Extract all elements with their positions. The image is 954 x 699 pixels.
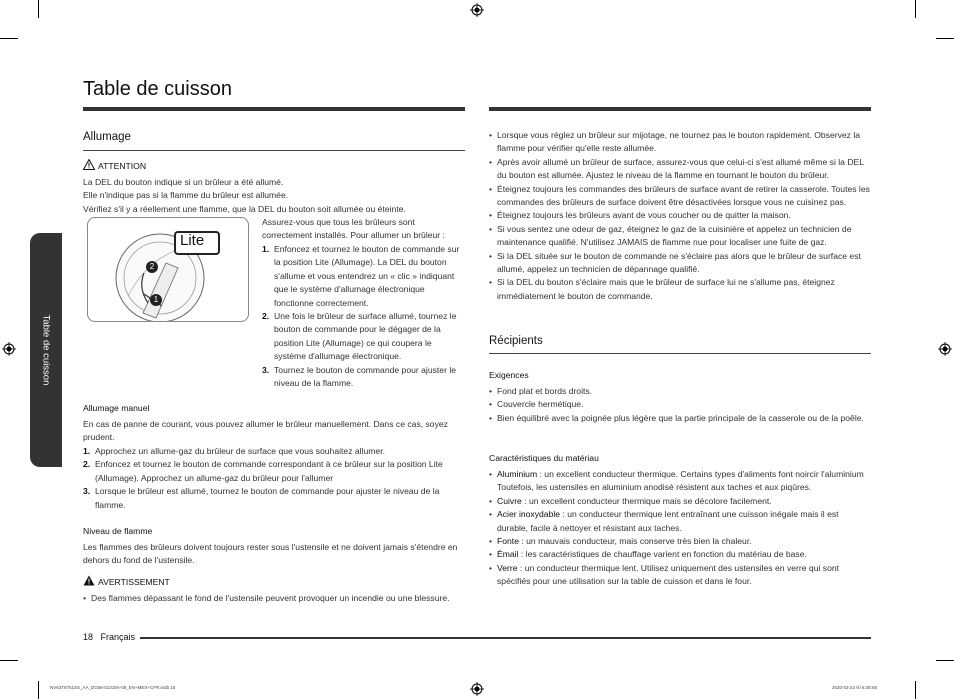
list-item: • Éteignez toujours les brûleurs avant de vous coucher ou de quitter la maison. <box>489 209 873 222</box>
title-rule-left <box>83 107 465 111</box>
step-text: Une fois le brûleur de surface allumé, tournez le bouton de commande pour le dégager de la position Lite (Allumage) ce qui coupera le système d'allumage électronique. <box>274 311 457 362</box>
list-item: • Des flammes dépassant le fond de l'ustensile peuvent provoquer un incendie ou une blessure. <box>83 592 473 605</box>
list-item <box>262 310 462 364</box>
step-text: Lorsque le brûleur est allumé, tournez le bouton de commande pour ajuster le niveau de la flamme. <box>95 486 440 510</box>
exigences-heading: Exigences <box>489 370 529 380</box>
attention-line: Elle n'indique pas si la flamme du brûleur est allumée. <box>83 190 289 201</box>
title-rule-right <box>489 107 871 111</box>
page-footer <box>83 632 135 642</box>
crop-mark <box>936 38 954 39</box>
list-item <box>262 364 462 391</box>
materiau-heading: Caractéristiques du matériau <box>489 453 599 463</box>
material-text: : un excellent conducteur thermique. Certains types d'aliments font noircir l'aluminium Toutefois, les ustensiles en aluminium anodisé résistent aux taches et aux piqûres. <box>497 469 864 493</box>
date-info: 2020-03-23 ￼ 6:48:56 <box>832 685 878 690</box>
step-number: 1. <box>262 244 270 254</box>
step-number: 2. <box>262 311 270 322</box>
crop-mark <box>0 660 18 661</box>
list-item <box>83 485 465 512</box>
list-item: • Bien équilibré avec la poignée plus légère que la partie principale de la casserole ou de la poêle. <box>489 412 869 425</box>
registration-mark-icon <box>938 342 952 356</box>
side-tab <box>30 233 62 467</box>
knob-illustration <box>87 217 249 322</box>
attention-line: La DEL du bouton indique si un brûleur a été allumé. <box>83 177 284 187</box>
step-number: 3. <box>262 364 270 375</box>
material-term: Fonte <box>497 536 519 547</box>
list-item: • Après avoir allumé un brûleur de surface, assurez-vous que celui-ci s'est allumé même si la DEL du bouton est allumée. Ajustez le niveau de la flamme en tournant le bouton du brûleur. <box>489 156 873 183</box>
page-title: Table de cuisson <box>83 78 232 100</box>
step-text: Tournez le bouton de commande pour ajuster le niveau de la flamme. <box>274 364 457 389</box>
step-number: 2. <box>83 459 91 470</box>
list-item: • Si la DEL située sur le bouton de commande ne s'éclaire pas alors que le brûleur de surface est allumé, appelez un technicien de dépannage qualifié. <box>489 250 873 277</box>
knob-drawing <box>88 218 248 321</box>
side-tab-label: Table de cuisson <box>40 314 52 386</box>
list-item <box>83 458 465 485</box>
recipients-heading: Récipients <box>489 335 543 347</box>
lite-label: Lite <box>180 232 205 249</box>
niveau-heading: Niveau de flamme <box>83 526 153 536</box>
list-item <box>83 445 465 458</box>
step-text: Enfoncez et tournez le bouton de commande sur la position Lite (Allumage). La DEL du bouton s'allume et vous entendrez un « clic » indiquant que le système d'allumage électronique fonctionne correctement. <box>274 244 460 308</box>
exigences-list <box>489 385 869 425</box>
page-language: Français <box>100 632 136 642</box>
material-text: : un conducteur thermique lent. Utilisez uniquement des ustensiles en verre qui sont spécifiés pour une utilisation sur la table de cuisson et dans le four. <box>497 562 840 587</box>
materiau-list <box>489 468 871 589</box>
avertissement-list <box>83 592 473 605</box>
list-item: • Lorsque vous réglez un brûleur sur mijotage, ne tournez pas le bouton rapidement. Observez la flamme pour vérifier qu'elle reste allumée. <box>489 129 873 156</box>
list-item: • Couvercle hermétique. <box>489 398 869 411</box>
list-item: • Si vous sentez une odeur de gaz, éteignez le gaz de la cuisinière et appelez un technicien de maintenance qualifié. N'utilisez JAMAIS de flamme nue pour localiser une fuite de gaz. <box>489 223 873 250</box>
callout-1 <box>150 294 162 306</box>
callout-number: 2 <box>149 262 155 271</box>
list-item: • Éteignez toujours les commandes des brûleurs de surface avant de retirer la casserole. Toutes les commandes des brûleurs de surface doivent être désactivées lorsque vous ne cuisinez pas. <box>489 183 873 210</box>
list-item <box>489 508 871 535</box>
registration-mark-icon <box>2 342 16 356</box>
list-item: • Si la DEL du bouton s'éclaire mais que le brûleur de surface lui ne s'allume pas, éteignez immédiatement le bouton de commande. <box>489 276 873 303</box>
material-text: : un mauvais conducteur, mais conserve très bien la chaleur. <box>518 536 752 547</box>
list-item <box>489 495 871 508</box>
callout-2 <box>146 261 158 273</box>
manuel-intro: En cas de panne de courant, vous pouvez allumer le brûleur manuellement. Dans ce cas, soyez prudent. <box>83 419 448 443</box>
crop-mark <box>0 38 18 39</box>
material-term: Émail <box>497 549 519 560</box>
list-item <box>489 468 871 495</box>
niveau-text: Les flammes des brûleurs doivent toujours rester sous l'ustensile et ne doivent jamais s'étendre en dehors du fond de l'ustensile. <box>83 542 458 566</box>
attention-label: ATTENTION <box>98 161 147 171</box>
file-info: NV63T8751SS_AA_DG68-01318A-08_EN+MES+CFR.indb 18 <box>50 685 176 690</box>
allumage-steps <box>262 243 462 390</box>
callout-number: 1 <box>153 295 159 304</box>
crop-mark <box>38 681 39 699</box>
registration-mark-icon <box>470 682 484 696</box>
crop-mark <box>915 0 916 18</box>
allumage-heading: Allumage <box>83 131 131 143</box>
section-rule <box>83 150 465 151</box>
step-number: 3. <box>83 486 91 497</box>
material-term: Acier inoxydable <box>497 509 561 520</box>
list-item <box>489 562 871 589</box>
attention-text <box>83 176 463 216</box>
crop-mark <box>936 660 954 661</box>
safety-bullets <box>489 129 873 303</box>
material-term: Verre <box>497 562 518 573</box>
material-term: Cuivre <box>497 495 522 506</box>
allumage-intro: Assurez-vous que tous les brûleurs sont correctement installés. Pour allumer un brûleur : <box>262 217 445 241</box>
material-text: : un conducteur thermique lent entraînant une cuisson inégale mais il est durable, facile à nettoyer et résistant aux taches. <box>497 509 839 533</box>
crop-mark <box>915 681 916 699</box>
warning-filled-icon <box>83 575 95 586</box>
footer-rule <box>140 637 871 639</box>
material-term: Aluminium <box>497 469 538 479</box>
registration-mark-icon <box>470 3 484 17</box>
warning-triangle-icon <box>83 159 95 170</box>
manuel-heading: Allumage manuel <box>83 403 150 413</box>
page-number: 18 <box>83 632 94 642</box>
list-item <box>489 548 871 561</box>
list-item: • Fond plat et bords droits. <box>489 385 869 398</box>
attention-line: Vérifiez s'il y a réellement une flamme, que la DEL du bouton soit allumée ou éteinte. <box>83 203 406 214</box>
step-number: 1. <box>83 446 91 456</box>
step-text: Approchez un allume-gaz du brûleur de surface que vous souhaitez allumer. <box>95 446 385 456</box>
material-text: : les caractéristiques de chauffage varient en fonction du matériau de base. <box>518 549 807 560</box>
section-rule <box>489 353 871 354</box>
list-item <box>489 535 871 548</box>
step-text: Enfoncez et tournez le bouton de commande correspondant à ce brûleur sur la position Lite (Allumage). Approchez un allume-gaz du brûleur pour l'allumer <box>95 459 443 483</box>
crop-mark <box>38 0 39 18</box>
manuel-steps <box>83 445 465 512</box>
list-item <box>262 243 462 310</box>
material-text: : un excellent conducteur thermique mais se décolore facilement. <box>521 495 772 506</box>
avertissement-label: AVERTISSEMENT <box>98 577 170 587</box>
